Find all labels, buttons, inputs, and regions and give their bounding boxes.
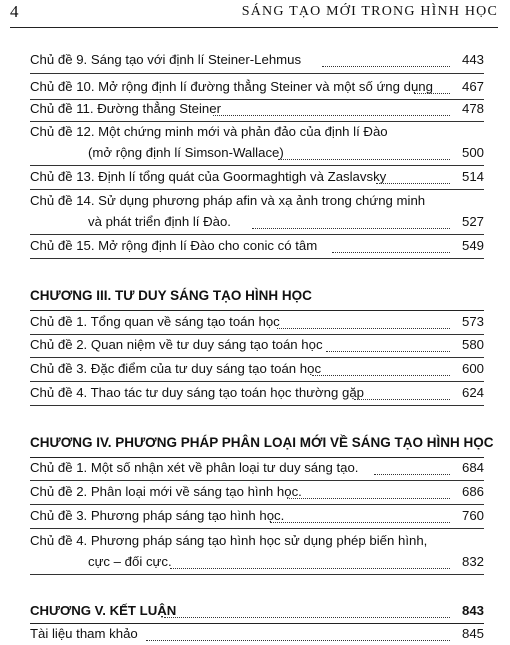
entry-label: Chủ đề 1. Tổng quan về sáng tạo toán học: [30, 314, 280, 329]
entry-continuation: cực – đối cực.: [88, 554, 172, 569]
dot-leader: [374, 472, 450, 475]
dot-leader: [414, 91, 450, 94]
page-number: 4: [10, 2, 19, 21]
dot-leader: [332, 250, 450, 253]
chapter-heading[interactable]: CHƯƠNG III. TƯ DUY SÁNG TẠO HÌNH HỌC: [30, 288, 312, 303]
entry-label: Chủ đề 13. Định lí tổng quát của Goormaghtigh và Zaslavsky: [30, 169, 387, 184]
divider: [30, 574, 484, 575]
entry-label: Chủ đề 14. Sử dụng phương pháp afin và xạ ảnh trong chứng minh: [30, 193, 426, 208]
entry-label: Chủ đề 12. Một chứng minh mới và phản đảo của định lí Đào: [30, 124, 388, 139]
toc-entry[interactable]: [30, 77, 484, 97]
toc-entry[interactable]: [30, 482, 484, 502]
entry-page: 527: [461, 214, 484, 229]
toc-entry[interactable]: [30, 167, 484, 187]
entry-page: 573: [461, 314, 484, 329]
toc-entry-continuation[interactable]: [30, 143, 484, 163]
dot-leader: [376, 181, 450, 184]
toc-entry-chapter[interactable]: [30, 601, 484, 621]
entry-page: 549: [461, 238, 484, 253]
dot-leader: [213, 113, 450, 116]
dot-leader: [146, 638, 450, 641]
dot-leader: [278, 157, 450, 160]
toc-entry[interactable]: [30, 335, 484, 355]
toc-entry[interactable]: [30, 458, 484, 478]
entry-label: Chủ đề 11. Đường thẳng Steiner: [30, 101, 221, 116]
divider: [30, 189, 484, 190]
entry-page: 845: [461, 626, 484, 641]
chapter-heading[interactable]: CHƯƠNG IV. PHƯƠNG PHÁP PHÂN LOẠI MỚI VỀ SÁNG TẠO HÌNH HỌC: [30, 435, 494, 450]
entry-page: 478: [461, 101, 484, 116]
divider: [30, 405, 484, 406]
toc-entry-continuation[interactable]: [30, 552, 484, 572]
toc-entry[interactable]: [30, 359, 484, 379]
toc-entry[interactable]: [30, 236, 484, 256]
chapter-heading: CHƯƠNG V. KẾT LUẬN: [30, 603, 177, 618]
divider: [30, 310, 484, 311]
entry-label: Chủ đề 10. Mở rộng định lí đường thẳng Steiner và một số ứng dụng: [30, 79, 433, 94]
dot-leader: [322, 64, 450, 67]
dot-leader: [326, 349, 450, 352]
running-title: SÁNG TẠO MỚI TRONG HÌNH HỌC: [241, 4, 498, 19]
entry-page: 832: [461, 554, 484, 569]
toc-entry[interactable]: [30, 191, 484, 211]
divider: [30, 165, 484, 166]
entry-page: 760: [461, 508, 484, 523]
entry-page: 500: [461, 145, 484, 160]
entry-page: 467: [461, 79, 484, 94]
dot-leader: [277, 326, 450, 329]
divider: [30, 234, 484, 235]
divider: [30, 357, 484, 358]
entry-label: Chủ đề 2. Phân loại mới về sáng tạo hình học.: [30, 484, 302, 499]
toc-entry[interactable]: [30, 99, 484, 119]
entry-page: 514: [461, 169, 484, 184]
entry-label: Chủ đề 1. Một số nhận xét về phân loại tư duy sáng tạo.: [30, 460, 359, 475]
toc-entry[interactable]: [30, 531, 484, 551]
dot-leader: [164, 615, 450, 618]
entry-label: Chủ đề 3. Phương pháp sáng tạo hình học.: [30, 508, 285, 523]
toc-entry[interactable]: [30, 506, 484, 526]
header-rule: [10, 27, 498, 28]
entry-label: Chủ đề 4. Thao tác tư duy sáng tạo toán học thường gặp: [30, 385, 364, 400]
toc-entry[interactable]: [30, 122, 484, 142]
entry-label: Chủ đề 9. Sáng tạo với định lí Steiner-Lehmus: [30, 52, 302, 67]
toc-entry-continuation[interactable]: [30, 212, 484, 232]
entry-page: 843: [461, 603, 484, 618]
entry-label: Chủ đề 15. Mở rộng định lí Đào cho conic có tâm: [30, 238, 318, 253]
entry-page: 580: [461, 337, 484, 352]
divider: [30, 73, 484, 74]
toc-entry[interactable]: [30, 312, 484, 332]
entry-label: Chủ đề 2. Quan niệm về tư duy sáng tạo toán học: [30, 337, 323, 352]
dot-leader: [252, 226, 450, 229]
entry-label: Chủ đề 3. Đặc điểm của tư duy sáng tạo toán học: [30, 361, 322, 376]
divider: [30, 381, 484, 382]
entry-continuation: và phát triển định lí Đào.: [88, 214, 231, 229]
dot-leader: [312, 373, 450, 376]
toc-entry[interactable]: [30, 383, 484, 403]
entry-page: 600: [461, 361, 484, 376]
dot-leader: [287, 496, 450, 499]
dot-leader: [170, 566, 450, 569]
entry-page: 684: [461, 460, 484, 475]
divider: [30, 258, 484, 259]
dot-leader: [354, 397, 450, 400]
page-header: [10, 0, 498, 30]
entry-label: Chủ đề 4. Phương pháp sáng tạo hình học sử dụng phép biến hình,: [30, 533, 428, 548]
divider: [30, 504, 484, 505]
divider: [30, 480, 484, 481]
entry-page: 624: [461, 385, 484, 400]
entry-page: 686: [461, 484, 484, 499]
toc-entry[interactable]: [30, 50, 484, 70]
entry-label: Tài liệu tham khảo: [30, 626, 138, 641]
toc-entry[interactable]: [30, 624, 484, 644]
dot-leader: [270, 520, 450, 523]
entry-continuation: (mở rộng định lí Simson-Wallace): [88, 145, 284, 160]
divider: [30, 528, 484, 529]
entry-page: 443: [461, 52, 484, 67]
